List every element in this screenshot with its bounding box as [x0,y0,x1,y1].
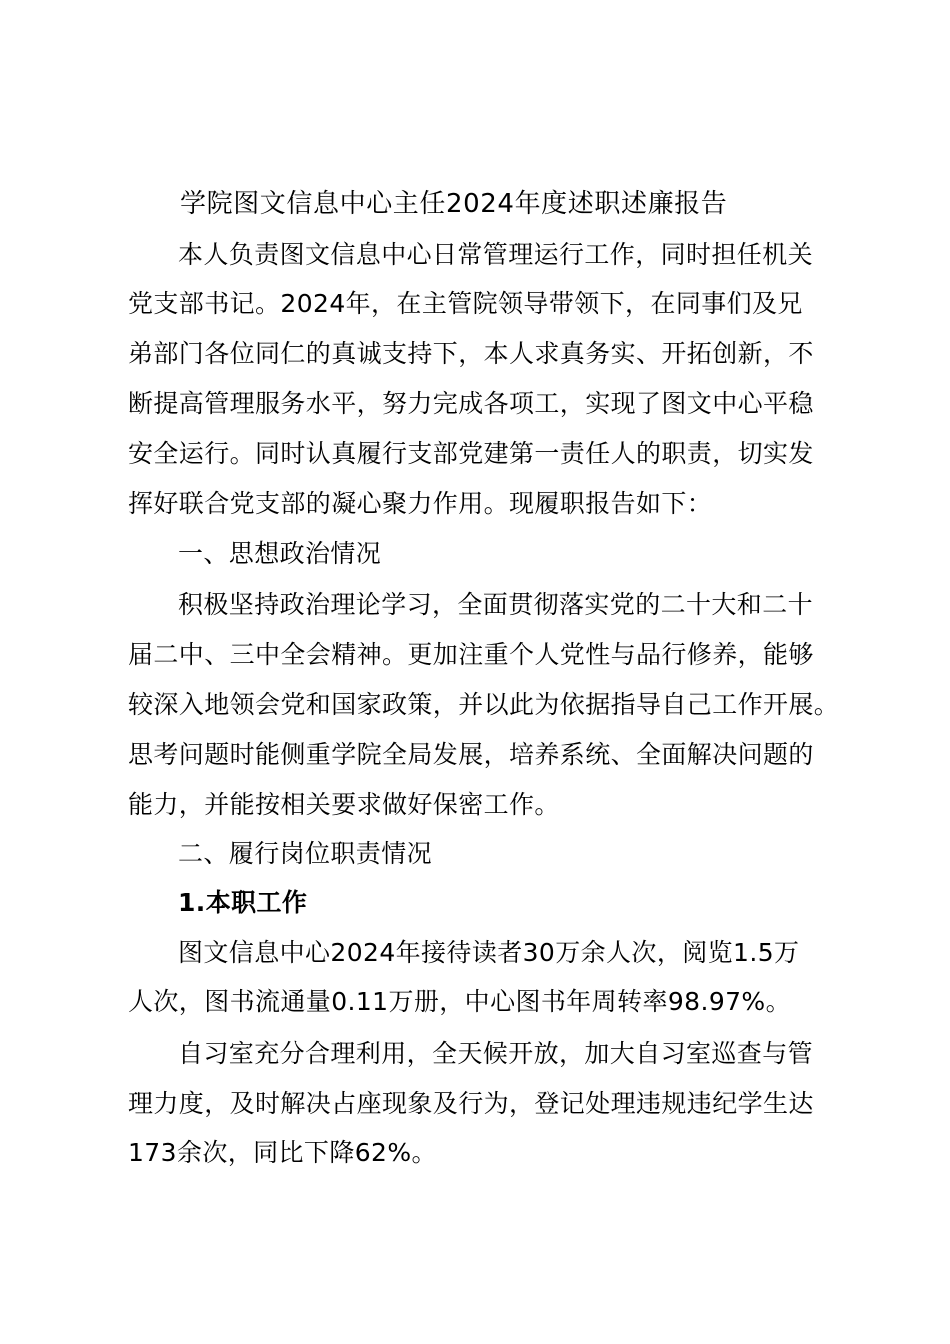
section1-line: 较深入地领会党和国家政策，并以此为依据指导自己工作开展。 [128,690,840,719]
section1-line: 能力，并能按相关要求做好保密工作。 [128,790,560,819]
intro-line: 安全运行。同时认真履行支部党建第一责任人的职责，切实发 [128,439,814,468]
subsection-heading: 1.本职工作 [178,888,308,917]
section1-line: 积极坚持政治理论学习，全面贯彻落实党的二十大和二十 [178,590,814,619]
section-heading: 二、履行岗位职责情况 [178,839,433,868]
section2-para2-line: 理力度，及时解决占座现象及行为，登记处理违规违纪学生达 [128,1089,814,1118]
section2-para1-line: 人次，图书流通量0.11万册，中心图书年周转率98.97%。 [128,987,791,1016]
intro-line: 弟部门各位同仁的真诚支持下，本人求真务实、开拓创新，不 [128,339,814,368]
section-heading: 一、思想政治情况 [178,539,382,568]
section2-para2-line: 自习室充分合理利用，全天候开放，加大自习室巡查与管 [178,1039,814,1068]
document-title: 学院图文信息中心主任2024年度述职述廉报告 [180,189,728,219]
section1-line: 届二中、三中全会精神。更加注重个人党性与品行修养，能够 [128,640,814,669]
intro-line: 党支部书记。2024年，在主管院领导带领下，在同事们及兄 [128,289,803,318]
section2-para1-line: 图文信息中心2024年接待读者30万余人次，阅览1.5万 [178,938,800,967]
intro-line: 断提高管理服务水平，努力完成各项工，实现了图文中心平稳 [128,389,814,418]
intro-line: 挥好联合党支部的凝心聚力作用。现履职报告如下： [128,489,713,518]
intro-line: 本人负责图文信息中心日常管理运行工作，同时担任机关 [178,240,814,269]
section2-para2-line: 173余次，同比下降62%。 [128,1138,437,1167]
section1-line: 思考问题时能侧重学院全局发展，培养系统、全面解决问题的 [128,740,814,769]
